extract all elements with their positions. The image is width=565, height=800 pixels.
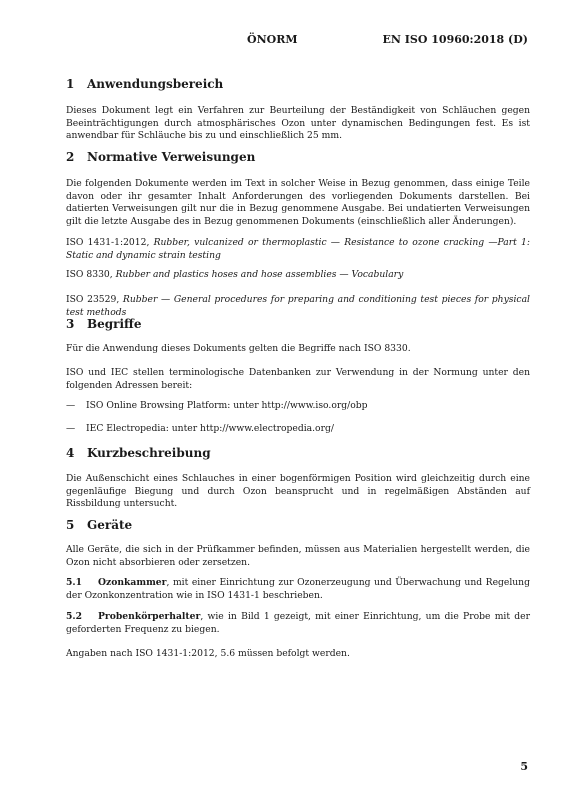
- subsection-number: 5.1: [66, 577, 82, 588]
- reference-iso-8330: [66, 269, 530, 282]
- section-1-paragraph: Dieses Dokument legt ein Verfahren zur Beurteilung der Beständigkeit von Schläuchen gegen Beeinträchtigungen durch atmosphärisches Ozon unter dynamischen Bedingungen fest. Es ist anwendbar für Schläuche bis zu und einschließlich 25 mm.: [66, 105, 530, 142]
- subsection-number: 5.2: [66, 611, 82, 622]
- section-title: Geräte: [87, 518, 133, 532]
- section-5-paragraph: Alle Geräte, die sich in der Prüfkammer befinden, müssen aus Materialien hergestellt werden, die Ozon nicht absorbieren oder zersetzen.: [66, 544, 530, 568]
- dash-marker: —: [66, 400, 76, 411]
- section-5-closing-paragraph: Angaben nach ISO 1431-1:2012, 5.6 müssen befolgt werden.: [66, 648, 350, 659]
- reference-code: ISO 23529,: [66, 294, 123, 305]
- list-item-iso-obp: [66, 400, 530, 413]
- reference-title: Rubber — General procedures for preparing and conditioning test pieces for physical test methods: [66, 294, 530, 318]
- section-4-heading: [66, 447, 530, 460]
- header-standard-body: ÖNORM: [247, 33, 298, 46]
- subsection-text: , wie in Bild 1 gezeigt, mit einer Einrichtung, um die Probe mit der geforderten Frequenz zu biegen.: [66, 611, 530, 635]
- reference-title: Rubber, vulcanized or thermoplastic — Resistance to ozone cracking —Part 1: Static and dynamic strain testing: [66, 237, 530, 261]
- section-title: Normative Verweisungen: [87, 150, 256, 164]
- section-number: 3: [66, 317, 75, 331]
- subsection-text: , mit einer Einrichtung zur Ozonerzeugung und Überwachung und Regelung der Ozonkonzentration wie in ISO 1431-1 beschrieben.: [66, 577, 530, 601]
- section-title: Begriffe: [87, 317, 142, 331]
- reference-title: Rubber and plastics hoses and hose assemblies — Vocabulary: [115, 269, 404, 280]
- section-3-paragraph-1: Für die Anwendung dieses Dokuments gelten die Begriffe nach ISO 8330.: [66, 343, 411, 354]
- section-title: Anwendungsbereich: [87, 77, 224, 91]
- subsection-term: Ozonkammer: [98, 577, 167, 588]
- page-number: 5: [520, 760, 528, 773]
- header-document-id: EN ISO 10960:2018 (D): [382, 33, 528, 46]
- section-4-paragraph: Die Außenschicht eines Schlauches in einer bogenförmigen Position wird gleichzeitig durch eine gegenläufige Biegung und durch Ozon beansprucht und in regelmäßigen Abständen auf Rissbildung untersucht.: [66, 473, 530, 510]
- section-1-heading: [66, 78, 530, 91]
- dash-marker: —: [66, 423, 76, 434]
- page-header: [0, 33, 565, 49]
- section-3-paragraph-2: ISO und IEC stellen terminologische Datenbanken zur Verwendung in der Normung unter den folgenden Adressen bereit:: [66, 367, 530, 391]
- section-number: 4: [66, 446, 75, 460]
- list-item-text: ISO Online Browsing Platform: unter http://www.iso.org/obp: [86, 400, 368, 411]
- list-item-electropedia: [66, 423, 530, 436]
- section-number: 1: [66, 77, 75, 91]
- subsection-5-2: [66, 611, 530, 636]
- section-number: 2: [66, 150, 75, 164]
- subsection-5-1: [66, 577, 530, 602]
- section-number: 5: [66, 518, 75, 532]
- section-2-heading: [66, 151, 530, 164]
- reference-iso-1431-1: [66, 237, 530, 262]
- list-item-text: IEC Electropedia: unter http://www.electropedia.org/: [86, 423, 334, 434]
- section-2-paragraph: Die folgenden Dokumente werden im Text in solcher Weise in Bezug genommen, dass einige Teile davon oder ihr gesamter Inhalt Anforderungen des vorliegenden Dokuments darstellen. Bei datierten Verweisungen gilt nur die in Bezug genommene Ausgabe. Bei undatierten Verweisungen gilt die letzte Ausgabe des in Bezug genommenen Dokuments (einschließlich aller Änderungen).: [66, 178, 530, 227]
- reference-code: ISO 8330,: [66, 269, 116, 280]
- reference-code: ISO 1431-1:2012,: [66, 237, 154, 248]
- section-title: Kurzbeschreibung: [87, 446, 211, 460]
- reference-iso-23529: [66, 294, 530, 319]
- subsection-term: Probenkörperhalter: [98, 611, 201, 622]
- section-3-heading: [66, 318, 530, 331]
- section-5-heading: [66, 519, 530, 532]
